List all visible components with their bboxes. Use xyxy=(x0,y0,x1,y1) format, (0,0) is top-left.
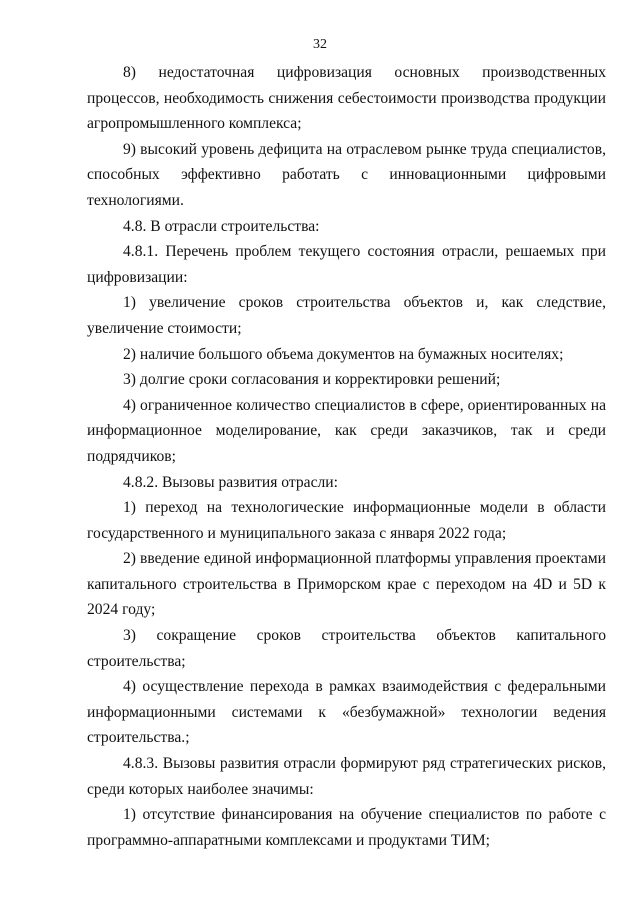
paragraph-9-labor-deficit: 9) высокий уровень дефицита на отраслевом рынке труда специалистов, способных эффективно работать с инновационными цифровыми технологиями. xyxy=(87,140,606,209)
paragraph-8-digitalization: 8) недостаточная цифровизация основных производственных процессов, необходимость снижения себестоимости производства продукции агропромышленного комплекса; xyxy=(87,64,606,133)
list-item-problem-4: 4) ограниченное количество специалистов в сфере, ориентированных на информационное моделирование, как среди заказчиков, так и среди подрядчиков; xyxy=(87,396,606,465)
section-heading-4-8-3: 4.8.3. Вызовы развития отрасли формируют ряд стратегических рисков, среди которых наиболее значимы: xyxy=(87,755,606,798)
page-body xyxy=(87,60,606,853)
list-item-problem-3: 3) долгие сроки согласования и корректировки решений; xyxy=(123,371,501,389)
section-heading-4-8-1: 4.8.1. Перечень проблем текущего состояния отрасли, решаемых при цифровизации: xyxy=(87,243,606,286)
list-item-risk-1: 1) отсутствие финансирования на обучение специалистов по работе с программно-аппаратными комплексами и продуктами ТИМ; xyxy=(87,806,606,849)
list-item-challenge-2: 2) введение единой информационной платформы управления проектами капитального строительства в Приморском крае с переходом на 4D и 5D к 2024 году; xyxy=(87,550,606,619)
section-heading-4-8: 4.8. В отрасли строительства: xyxy=(123,217,320,235)
list-item-problem-1: 1) увеличение сроков строительства объектов и, как следствие, увеличение стоимости; xyxy=(87,294,606,337)
list-item-challenge-3: 3) сокращение сроков строительства объектов капитального строительства; xyxy=(87,627,606,670)
list-item-challenge-1: 1) переход на технологические информационные модели в области государственного и муниципального заказа с января 2022 года; xyxy=(87,499,606,542)
page-number: 32 xyxy=(313,37,327,52)
list-item-challenge-4: 4) осуществление перехода в рамках взаимодействия с федеральными информационными системами к «безбумажной» технологии ведения строительства.; xyxy=(87,678,606,747)
section-heading-4-8-2: 4.8.2. Вызовы развития отрасли: xyxy=(123,473,338,491)
list-item-problem-2: 2) наличие большого объема документов на бумажных носителях; xyxy=(123,345,564,363)
